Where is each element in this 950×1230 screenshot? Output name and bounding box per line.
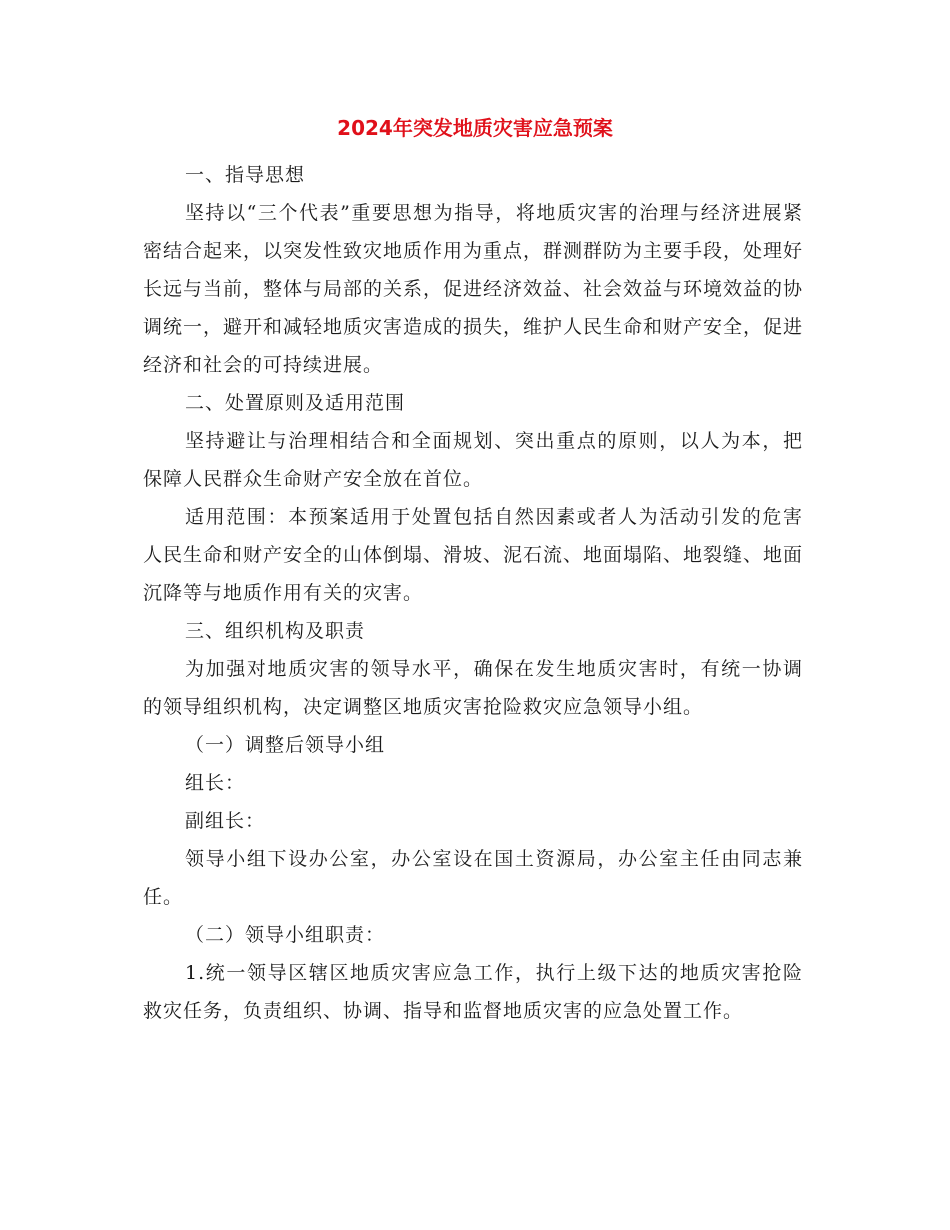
paragraph-deputy-leader: 副组长： [185,810,266,832]
paragraph-group-leader: 组长： [185,772,246,794]
document-body [143,156,803,1030]
subheading-adjusted-group: （一）调整后领导小组 [185,734,386,756]
paragraph-principles: 坚持避让与治理相结合和全面规划、突出重点的原则，以人为本，把保障人民群众生命财产安全放在首位。 [143,430,803,490]
paragraph-scope: 适用范围：本预案适用于处置包括自然因素或者人为活动引发的危害人民生命和财产安全的山体倒塌、滑坡、泥石流、地面塌陷、地裂缝、地面沉降等与地质作用有关的灾害。 [143,506,804,604]
document-title: 2024年突发地质灾害应急预案 [337,116,613,140]
paragraph-office: 领导小组下设办公室，办公室设在国土资源局，办公室主任由同志兼任。 [143,848,803,908]
section-heading-organization: 三、组织机构及职责 [185,620,366,642]
paragraph-duty-1: 1.统一领导区辖区地质灾害应急工作，执行上级下达的地质灾害抢险救灾任务，负责组织、协调、指导和监督地质灾害的应急处置工作。 [143,962,803,1022]
section-heading-guiding-ideology: 一、指导思想 [185,164,306,186]
section-heading-principles-scope: 二、处置原则及适用范围 [185,392,406,414]
paragraph-organization: 为加强对地质灾害的领导水平，确保在发生地质灾害时，有统一协调的领导组织机构，决定调整区地质灾害抢险救灾应急领导小组。 [143,658,803,718]
subheading-group-duties: （二）领导小组职责： [185,924,386,946]
paragraph-guiding-ideology: 坚持以“三个代表”重要思想为指导，将地质灾害的治理与经济进展紧密结合起来，以突发性致灾地质作用为重点，群测群防为主要手段，处理好长远与当前，整体与局部的关系，促进经济效益、社会效益与环境效益的协调统一，避开和减轻地质灾害造成的损失，维护人民生命和财产安全，促进经济和社会的可持续进展。 [143,202,804,376]
